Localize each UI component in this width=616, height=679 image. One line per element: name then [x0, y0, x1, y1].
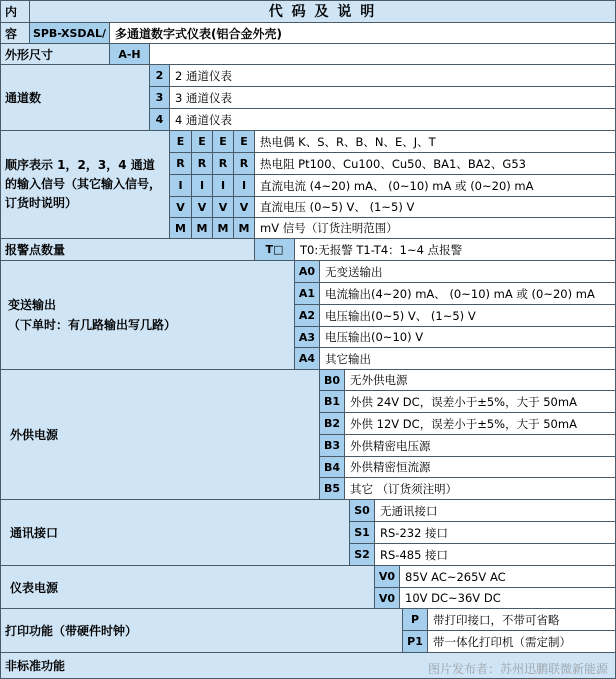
input-code: E [234, 131, 255, 153]
transmit-code-a0: A0 [295, 261, 320, 283]
header-left-label: 内 [0, 0, 30, 23]
power-desc-b3: 外供精密电压源 [345, 435, 616, 457]
transmit-desc-a2: 电压输出(0~5) V、 (1~5) V [320, 305, 616, 327]
page-title: 代 码 及 说 明 [30, 0, 616, 23]
power-desc-b4: 外供精密恒流源 [345, 457, 616, 478]
comm-desc-s2: RS-485 接口 [375, 544, 616, 566]
print-label: 打印功能（带硬件时钟） [0, 609, 403, 653]
channel-desc-4: 4 通道仪表 [170, 109, 616, 131]
size-blank [150, 44, 616, 65]
input-desc-voltage: 直流电压 (0~5) V、 (1~5) V [255, 197, 616, 218]
transmit-label-box [0, 261, 295, 370]
input-code: V [170, 197, 192, 218]
input-code: V [213, 197, 234, 218]
transmit-desc-a1: 电流输出(4~20) mA、 (0~10) mA 或 (0~20) mA [320, 283, 616, 305]
power-code-b1: B1 [320, 391, 345, 413]
power-desc-b0: 无外供电源 [345, 370, 616, 391]
inputs-label: 顺序表示 1，2，3，4 通道的输入信号（其它输入信号，订货时说明） [0, 131, 170, 239]
channel-desc-2: 2 通道仪表 [170, 65, 616, 87]
transmit-code-a1: A1 [295, 283, 320, 305]
transmit-label: 变送输出 [8, 298, 57, 312]
input-code: I [192, 175, 213, 197]
power-code-b5: B5 [320, 478, 345, 500]
input-code: I [213, 175, 234, 197]
input-code: M [234, 218, 255, 239]
power-code-b3: B3 [320, 435, 345, 457]
input-code: E [213, 131, 234, 153]
comm-code-s2: S2 [350, 544, 375, 566]
input-code: M [213, 218, 234, 239]
input-code: M [170, 218, 192, 239]
transmit-desc-a0: 无变送输出 [320, 261, 616, 283]
watermark: 图片发布者：苏州迅鹏联微新能源 [427, 662, 608, 676]
print-code-p: P [403, 609, 428, 631]
power-desc-b2: 外供 12V DC，误差小于±5%，大于 50mA [345, 413, 616, 435]
channel-code-3: 3 [150, 87, 170, 109]
transmit-desc-a4: 其它输出 [320, 348, 616, 370]
print-desc-p1: 带一体化打印机（需定制） [428, 631, 616, 653]
power-code-b4: B4 [320, 457, 345, 478]
input-code: V [234, 197, 255, 218]
input-desc-rtd: 热电阻 Pt100、Cu100、Cu50、BA1、BA2、G53 [255, 153, 616, 175]
supply-code-dc: V0 [375, 588, 400, 609]
print-code-p1: P1 [403, 631, 428, 653]
model-left-label: 容 [0, 23, 30, 44]
supply-code-ac: V0 [375, 566, 400, 588]
transmit-desc-a3: 电压输出(0~10) V [320, 327, 616, 348]
input-code: M [192, 218, 213, 239]
power-desc-b5: 其它 （订货须注明） [345, 478, 616, 500]
input-code: R [170, 153, 192, 175]
size-code: A-H [110, 44, 150, 65]
alarm-label: 报警点数量 [0, 239, 255, 261]
input-code: V [192, 197, 213, 218]
input-code: I [234, 175, 255, 197]
supply-label: 仪表电源 [0, 566, 375, 609]
channels-label: 通道数 [0, 65, 150, 131]
transmit-code-a3: A3 [295, 327, 320, 348]
alarm-desc: T0:无报警 T1-T4：1~4 点报警 [295, 239, 616, 261]
model-name: 多通道数字式仪表(铝合金外壳) [110, 23, 616, 44]
comm-code-s0: S0 [350, 500, 375, 522]
power-code-b2: B2 [320, 413, 345, 435]
input-code: E [170, 131, 192, 153]
nonstandard-label: 非标准功能 [0, 653, 616, 679]
supply-desc-dc: 10V DC~36V DC [400, 588, 616, 609]
print-desc-p: 带打印接口，不带可省略 [428, 609, 616, 631]
input-code: I [170, 175, 192, 197]
input-desc-thermocouple: 热电偶 K、S、R、B、N、E、J、T [255, 131, 616, 153]
input-code: E [192, 131, 213, 153]
input-code: R [234, 153, 255, 175]
input-desc-mv: mV 信号（订货注明范围） [255, 218, 616, 239]
channel-code-4: 4 [150, 109, 170, 131]
input-code: R [213, 153, 234, 175]
channel-desc-3: 3 通道仪表 [170, 87, 616, 109]
supply-desc-ac: 85V AC~265V AC [400, 566, 616, 588]
input-code: R [192, 153, 213, 175]
transmit-code-a4: A4 [295, 348, 320, 370]
channel-code-2: 2 [150, 65, 170, 87]
power-out-label: 外供电源 [0, 370, 320, 500]
size-label: 外形尺寸 [0, 44, 110, 65]
input-desc-current: 直流电流 (4~20) mA、 (0~10) mA 或 (0~20) mA [255, 175, 616, 197]
comm-desc-s0: 无通讯接口 [375, 500, 616, 522]
comm-desc-s1: RS-232 接口 [375, 522, 616, 544]
model-code: SPB-XSDAL/ [30, 23, 110, 44]
power-desc-b1: 外供 24V DC，误差小于±5%，大于 50mA [345, 391, 616, 413]
comm-code-s1: S1 [350, 522, 375, 544]
transmit-code-a2: A2 [295, 305, 320, 327]
transmit-sublabel: （下单时：有几路输出写几路） [8, 318, 177, 332]
power-code-b0: B0 [320, 370, 345, 391]
alarm-code: T□ [255, 239, 295, 261]
comm-label: 通讯接口 [0, 500, 350, 566]
